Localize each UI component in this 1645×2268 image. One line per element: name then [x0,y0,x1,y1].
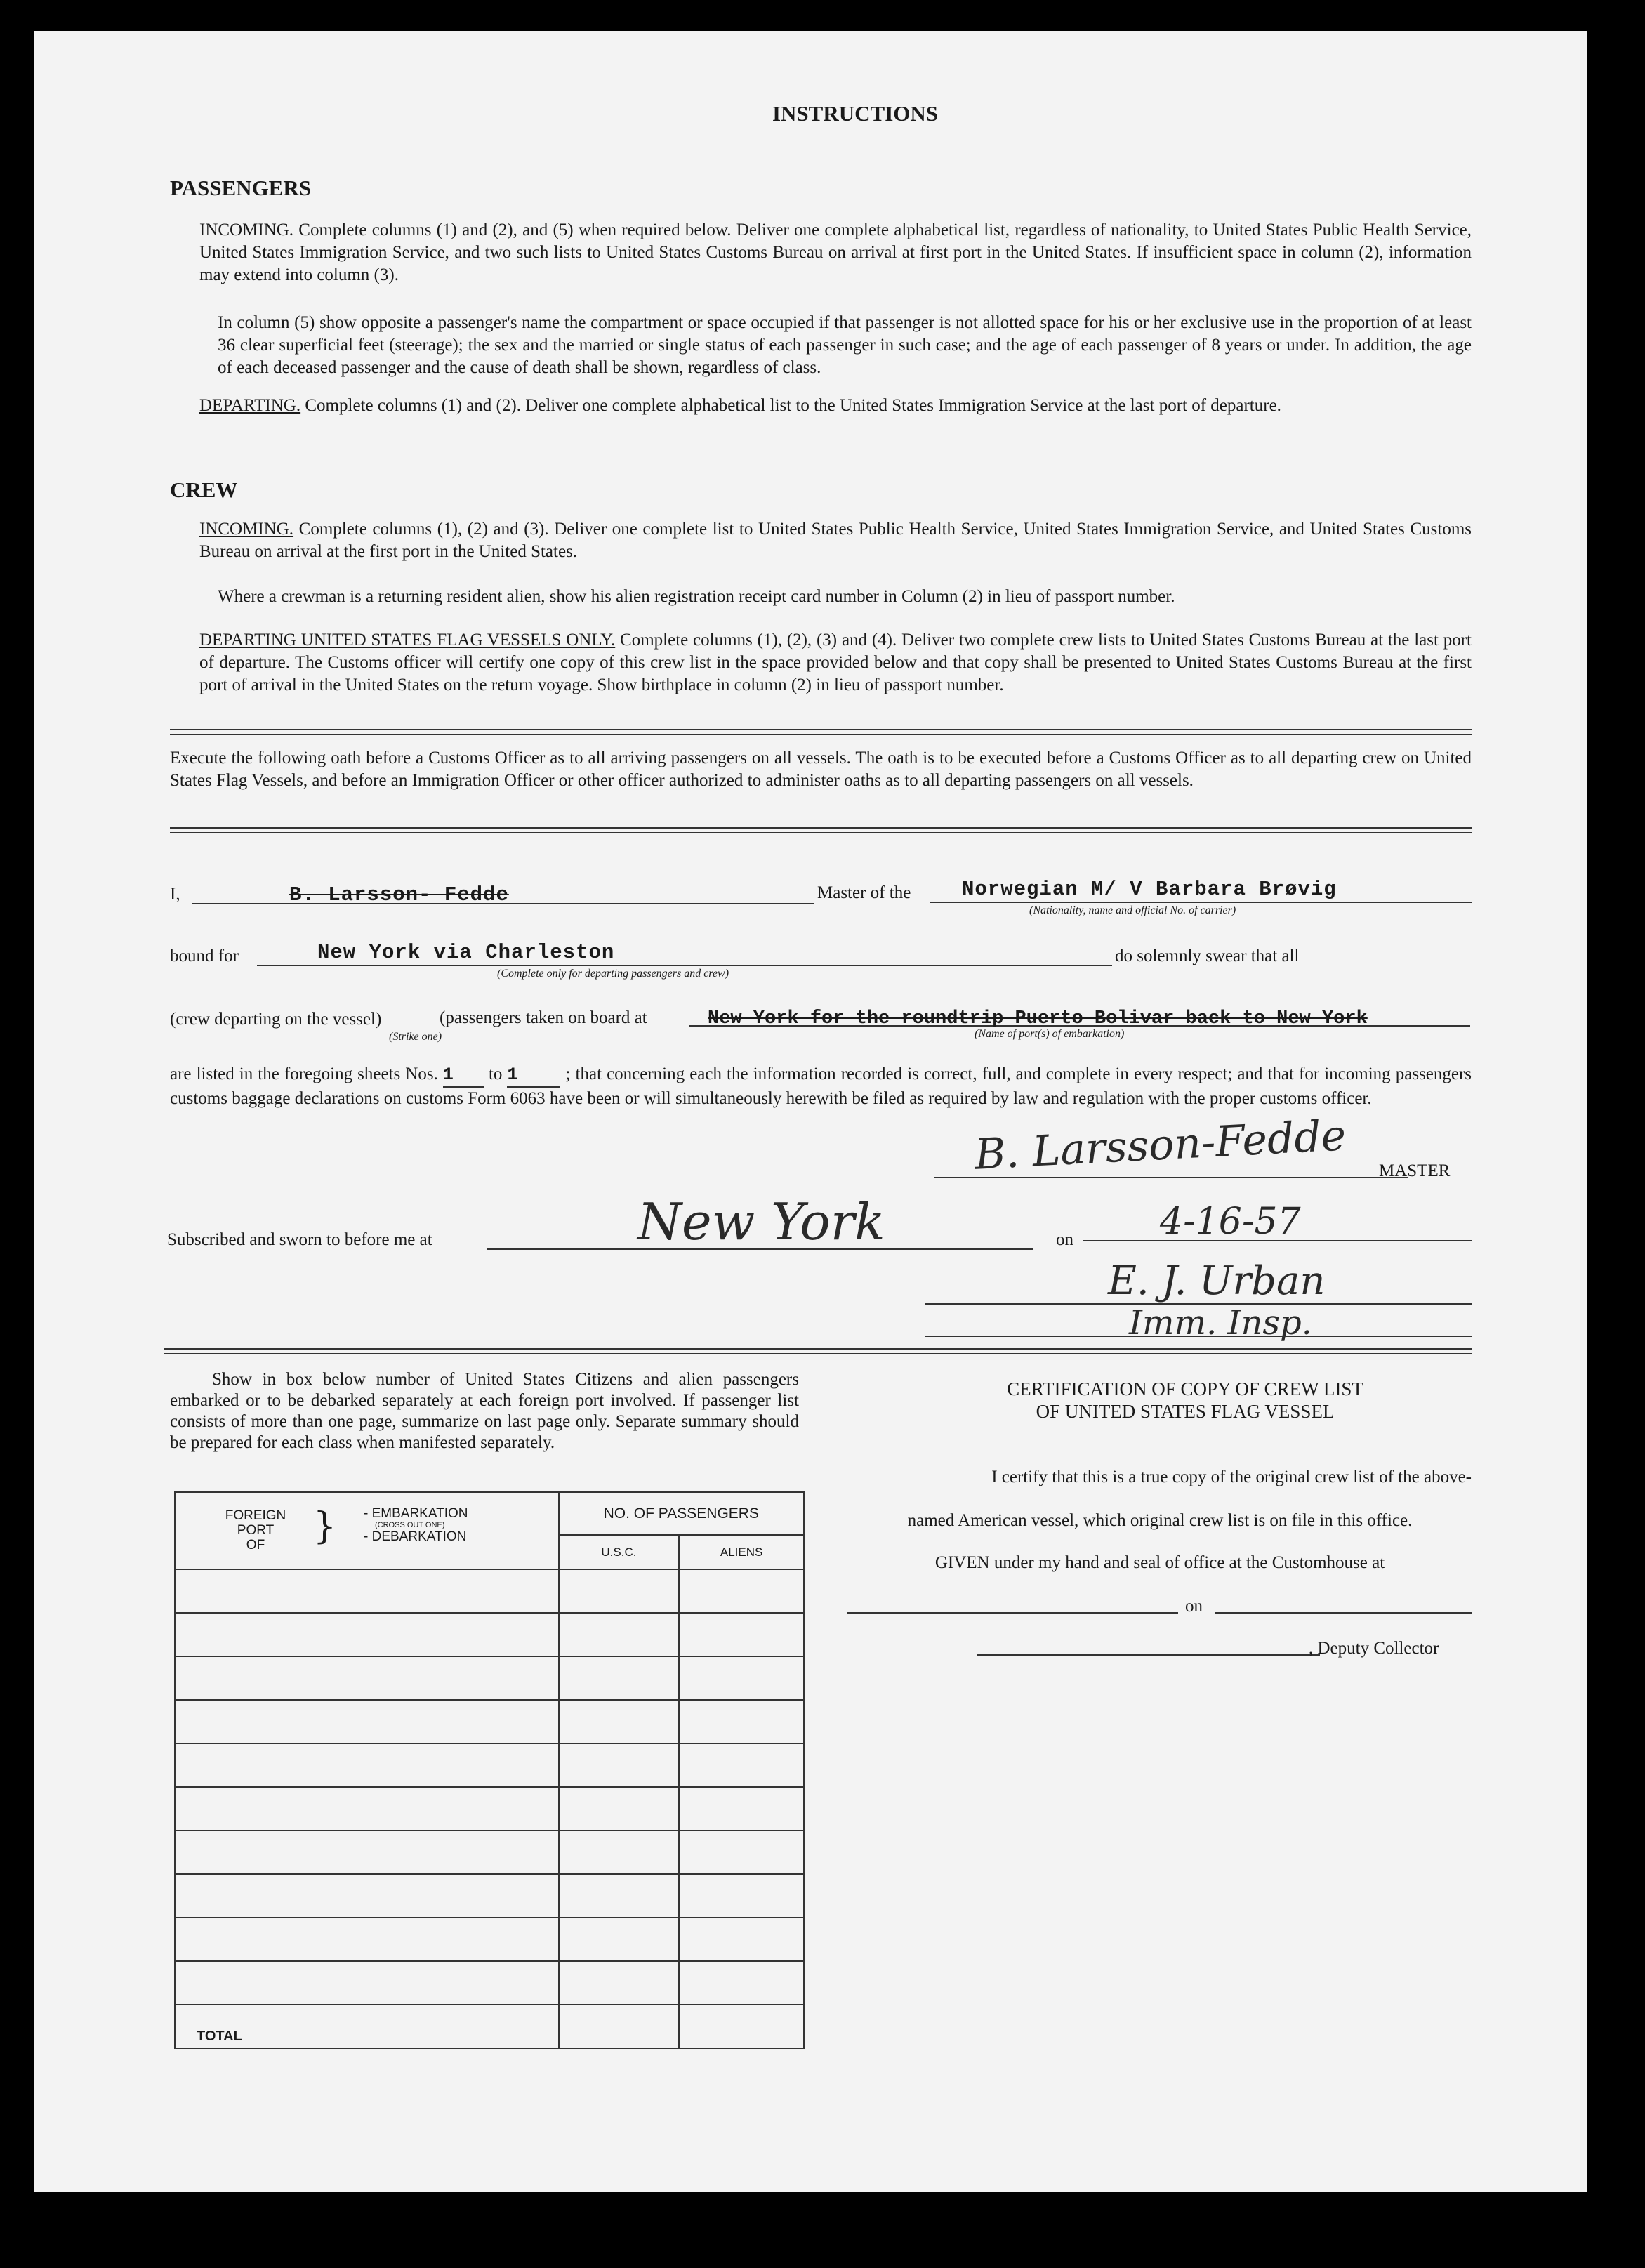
sheet-from-field: 1 [443,1064,484,1088]
crew-departing-option: (crew departing on the vessel) [170,1010,382,1029]
embarkation-label: - EMBARKATION [364,1506,468,1521]
table-row [175,1569,804,1613]
passenger-summary-table [174,1491,805,2049]
table-row [175,1787,804,1831]
crew-departing-label: DEPARTING UNITED STATES FLAG VESSELS ONLY. [199,631,616,650]
listed-rest: ; that concerning each the information recorded is correct, full, and complete in every respect; and that for incoming passengers customs baggage declarations on customs Form 6063 have been or will simultaneously herewith be filed as required by law and regulation with the proper customs officer. [170,1064,1472,1108]
certification-text2: named American vessel, which original crew list is on file in this office. [907,1511,1413,1530]
crew-departing [199,629,1472,697]
certification-title-line2: OF UNITED STATES FLAG VESSEL [1036,1401,1335,1422]
subscribed-label: Subscribed and sworn to before me at [167,1230,432,1249]
table-row [175,1656,804,1700]
passengers-departing-text: Complete columns (1) and (2). Deliver one complete alphabetical list to the United States Immigration Service at the last port of departure. [305,396,1281,415]
bound-for-line [257,965,1112,966]
port-header-of: OF [246,1538,265,1552]
listed-label: are listed in the foregoing sheets Nos. [170,1064,438,1083]
customhouse-line [847,1612,1178,1614]
oath-instructions: Execute the following oath before a Customs Officer as to all arriving passengers on all vessels. The oath is to be executed before a Customs Officer as to all departing crew on United States Flag Vessels, and before an Immigration Officer or other officer authorized to administer oaths as to all departing passengers on all vessels. [170,749,1472,790]
vessel-caption: (Nationality, name and official No. of carrier) [1029,904,1236,916]
passengers-heading: PASSENGERS [170,176,311,200]
passengers-incoming-text: Complete columns (1) and (2), and (5) when required below. Deliver one complete alphabetical list, regardless of nationality, to United States Public Health Service, United States Immigration Service, and two such lists to United States Customs Bureau on arrival at first port in the United States. If insufficient space in column (2), information may extend into column (3). [199,220,1472,284]
divider [170,827,1472,833]
certification-title-line1: CERTIFICATION OF COPY OF CREW LIST [1007,1378,1363,1399]
page-title: INSTRUCTIONS [772,101,938,126]
aliens-header: ALIENS [679,1535,804,1569]
debarkation-label: - DEBARKATION [364,1529,467,1544]
passengers-incoming-label: INCOMING. [199,220,294,239]
vessel-field: Norwegian M/ V Barbara Brøvig [962,878,1337,901]
passengers-column5: In column (5) show opposite a passenger's name the compartment or space occupied if that passenger is not allotted space for his or her exclusive use in the proportion of at least 36 clear superficial feet (steerage); the sex and the married or single status of each passenger in such case; and the age of each passenger of 8 years or under. In addition, the age of each deceased passenger and the cause of death shall be shown, regardless of class. [218,313,1472,377]
oath-i-label: I, [170,885,180,904]
passengers-incoming [199,219,1472,286]
bound-for-field: New York via Charleston [317,941,615,964]
master-name-field: B. Larsson- Fedde [289,883,509,906]
no-of-passengers-header: NO. OF PASSENGERS [559,1492,804,1535]
crew-incoming [199,518,1472,563]
table-row [175,1700,804,1743]
divider [170,729,1472,735]
crew-alien-note: Where a crewman is a returning resident alien, show his alien registration receipt card number in Column (2) in lieu of passport number. [218,587,1175,606]
port-header-foreign: FOREIGN [225,1508,286,1523]
cross-out-label: (CROSS OUT ONE) [375,1521,445,1529]
crew-heading: CREW [170,477,238,502]
crew-incoming-text: Complete columns (1), (2) and (3). Deliver one complete list to United States Public Health Service, United States Immigration Service, and United States Customs Bureau on arrival at the first port in the United States. [199,520,1472,561]
deputy-collector-label: , Deputy Collector [1309,1639,1439,1658]
swear-text: do solemnly swear that all [1115,947,1300,965]
crew-departing-text: Complete columns (1), (2), (3) and (4). Deliver two complete crew lists to United States Customs Bureau at the last port of departure. The Customs officer will certify one copy of this crew list in the space provided below and that copy shall be presented to United States Customs Bureau at the first port of arrival in the United States on the return voyage. Show birthplace in column (2) in lieu of passport number. [199,631,1472,694]
deputy-signature-line [977,1654,1320,1656]
officer-title: Imm. Insp. [1129,1303,1312,1343]
sworn-on-label: on [1056,1230,1073,1249]
master-signature: B. Larsson-Fedde [973,1111,1347,1180]
officer-title-line [925,1336,1472,1337]
port-field: New York for the roundtrip Puerto Bolivar back to New York [708,1008,1368,1029]
certification-text3: GIVEN under my hand and seal of office at the Customhouse at [934,1553,1385,1572]
strike-caption: (Strike one) [389,1031,442,1043]
sworn-place-field: New York [637,1192,885,1251]
master-label: MASTER [1379,1161,1451,1180]
certification-title [862,1378,1508,1423]
usc-header: U.S.C. [559,1535,680,1569]
summary-instructions: Show in box below number of United States Citizens and alien passengers embarked or to be debarked separately at each foreign port involved. If passenger list consists of more than one page, summarize on last page only. Separate summary should be prepared for each class when manifested separately. [170,1370,799,1452]
table-row [175,1831,804,1874]
table-row [175,1918,804,1961]
table-row [175,1961,804,2005]
table-row [175,1743,804,1787]
brace-glyph: } [313,1505,337,1548]
total-label: TOTAL [175,2005,559,2048]
certification-date-line [1215,1612,1472,1614]
sheet-to-field: 1 [507,1064,560,1088]
master-signature-line [934,1177,1408,1178]
table-row [175,1613,804,1656]
crew-incoming-label: INCOMING. [199,520,294,539]
sworn-date-field: 4-16-57 [1160,1201,1301,1243]
vessel-line [930,902,1472,903]
table-total-row [175,2005,804,2048]
officer-signature: E. J. Urban [1108,1258,1326,1304]
bound-for-label: bound for [170,947,239,965]
master-of-label: Master of the [817,883,911,902]
certification-text1: I certify that this is a true copy of the original crew list of the above- [991,1468,1472,1486]
passengers-departing [199,395,1472,417]
passengers-taken-option: (passengers taken on board at [440,1008,647,1027]
to-label: to [488,1064,503,1083]
document-page [34,31,1587,2192]
passengers-departing-label: DEPARTING. [199,396,301,415]
bound-caption: (Complete only for departing passengers and crew) [497,968,729,980]
divider [164,1348,1472,1354]
port-header-port: PORT [237,1523,275,1538]
port-caption: (Name of port(s) of embarkation) [975,1028,1125,1040]
certification-on-label: on [1185,1597,1203,1616]
port-header-cell [175,1492,559,1569]
table-row [175,1874,804,1918]
listed-paragraph [170,1063,1472,1110]
